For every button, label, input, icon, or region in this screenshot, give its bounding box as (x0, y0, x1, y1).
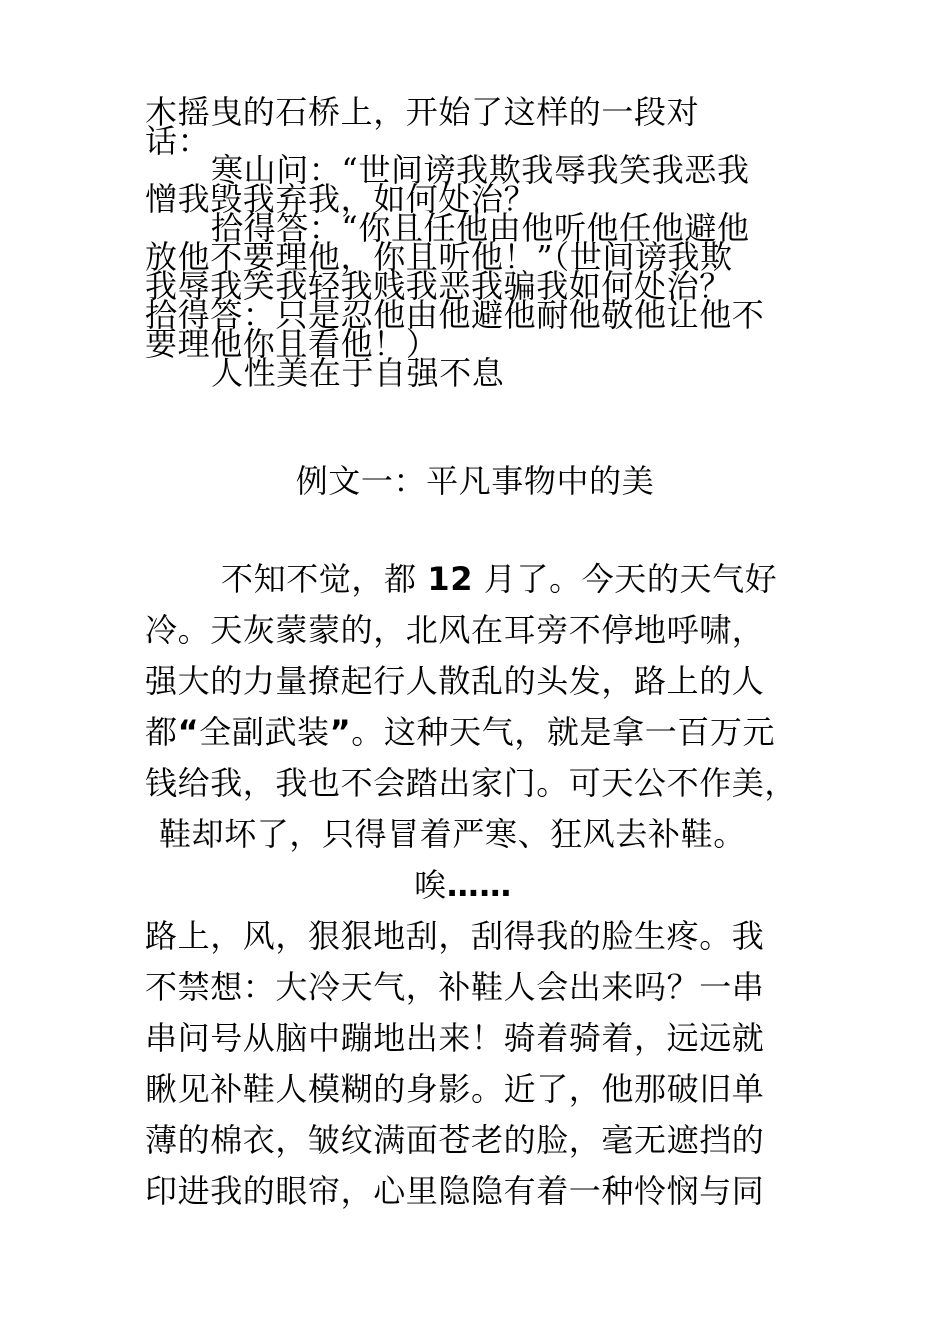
section-subtitle: 人性美在于自强不息 (211, 354, 505, 392)
dialogue-passage (145, 93, 807, 392)
quote-mark: “ (177, 713, 200, 751)
text-line (145, 860, 807, 911)
text-segment-number: 12 (427, 560, 474, 598)
text-line: 路上，风，狠狠地刮，刮得我的脸生疼。我 (145, 917, 765, 955)
text-line: 印进我的眼帘，心里隐隐有着一种怜悯与同 (145, 1172, 765, 1210)
text-line: 不禁想：大冷天气，补鞋人会出来吗？一串 (145, 968, 765, 1006)
text-line: 强大的力量撩起行人散乱的头发，路上的人 (145, 662, 765, 700)
text-line: 寒山问：“世间谤我欺我辱我笑我恶我 (211, 151, 750, 189)
text-line: 薄的棉衣，皱纹满面苍老的脸，毫无遮挡的 (145, 1121, 765, 1159)
text-line: 话： (145, 122, 211, 160)
text-line: 串问号从脑中蹦地出来！骑着骑着，远远就 (145, 1019, 765, 1057)
text-line: 冷。天灰蒙蒙的，北风在耳旁不停地呼啸， (145, 611, 765, 649)
text-line: 钱给我，我也不会踏出家门。可天公不作美， (145, 764, 798, 802)
text-line: 拾得答：“你且任他由他听他任他避他 (211, 209, 750, 247)
text-segment: 。这种天气，就是拿一百万元 (351, 713, 776, 751)
ellipsis: …… (446, 866, 512, 904)
text-segment: 月了。今天的天气好 (473, 560, 778, 598)
essay-title: 例文一：平凡事物中的美 (295, 462, 655, 500)
text-line (145, 554, 807, 605)
text-line: 我辱我笑我轻我贱我恶我骗我如何处治？ (145, 267, 732, 305)
text-line: 拾得答：只是忍他由他避他耐他敬他让他不 (145, 296, 765, 334)
text-line: 憎我毁我弃我，如何处治？ (145, 180, 537, 218)
text-segment: 全副武装 (199, 713, 330, 751)
quote-mark: ” (329, 713, 352, 751)
text-segment: 都 (145, 713, 178, 751)
text-line: 要理他你且看他！） (145, 325, 439, 363)
text-segment: 唉 (414, 866, 447, 904)
text-line: 放他不要理他，你且听他！”（世间谤我欺 (145, 238, 733, 276)
text-line (145, 707, 807, 758)
essay-body (145, 554, 807, 1217)
text-segment: 不知不觉，都 (221, 560, 428, 598)
text-line: 木摇曳的石桥上，开始了这样的一段对 (145, 93, 700, 131)
text-line: 鞋却坏了，只得冒着严寒、狂风去补鞋。 (159, 815, 746, 853)
text-line: 瞅见补鞋人模糊的身影。近了，他那破旧单 (145, 1070, 765, 1108)
